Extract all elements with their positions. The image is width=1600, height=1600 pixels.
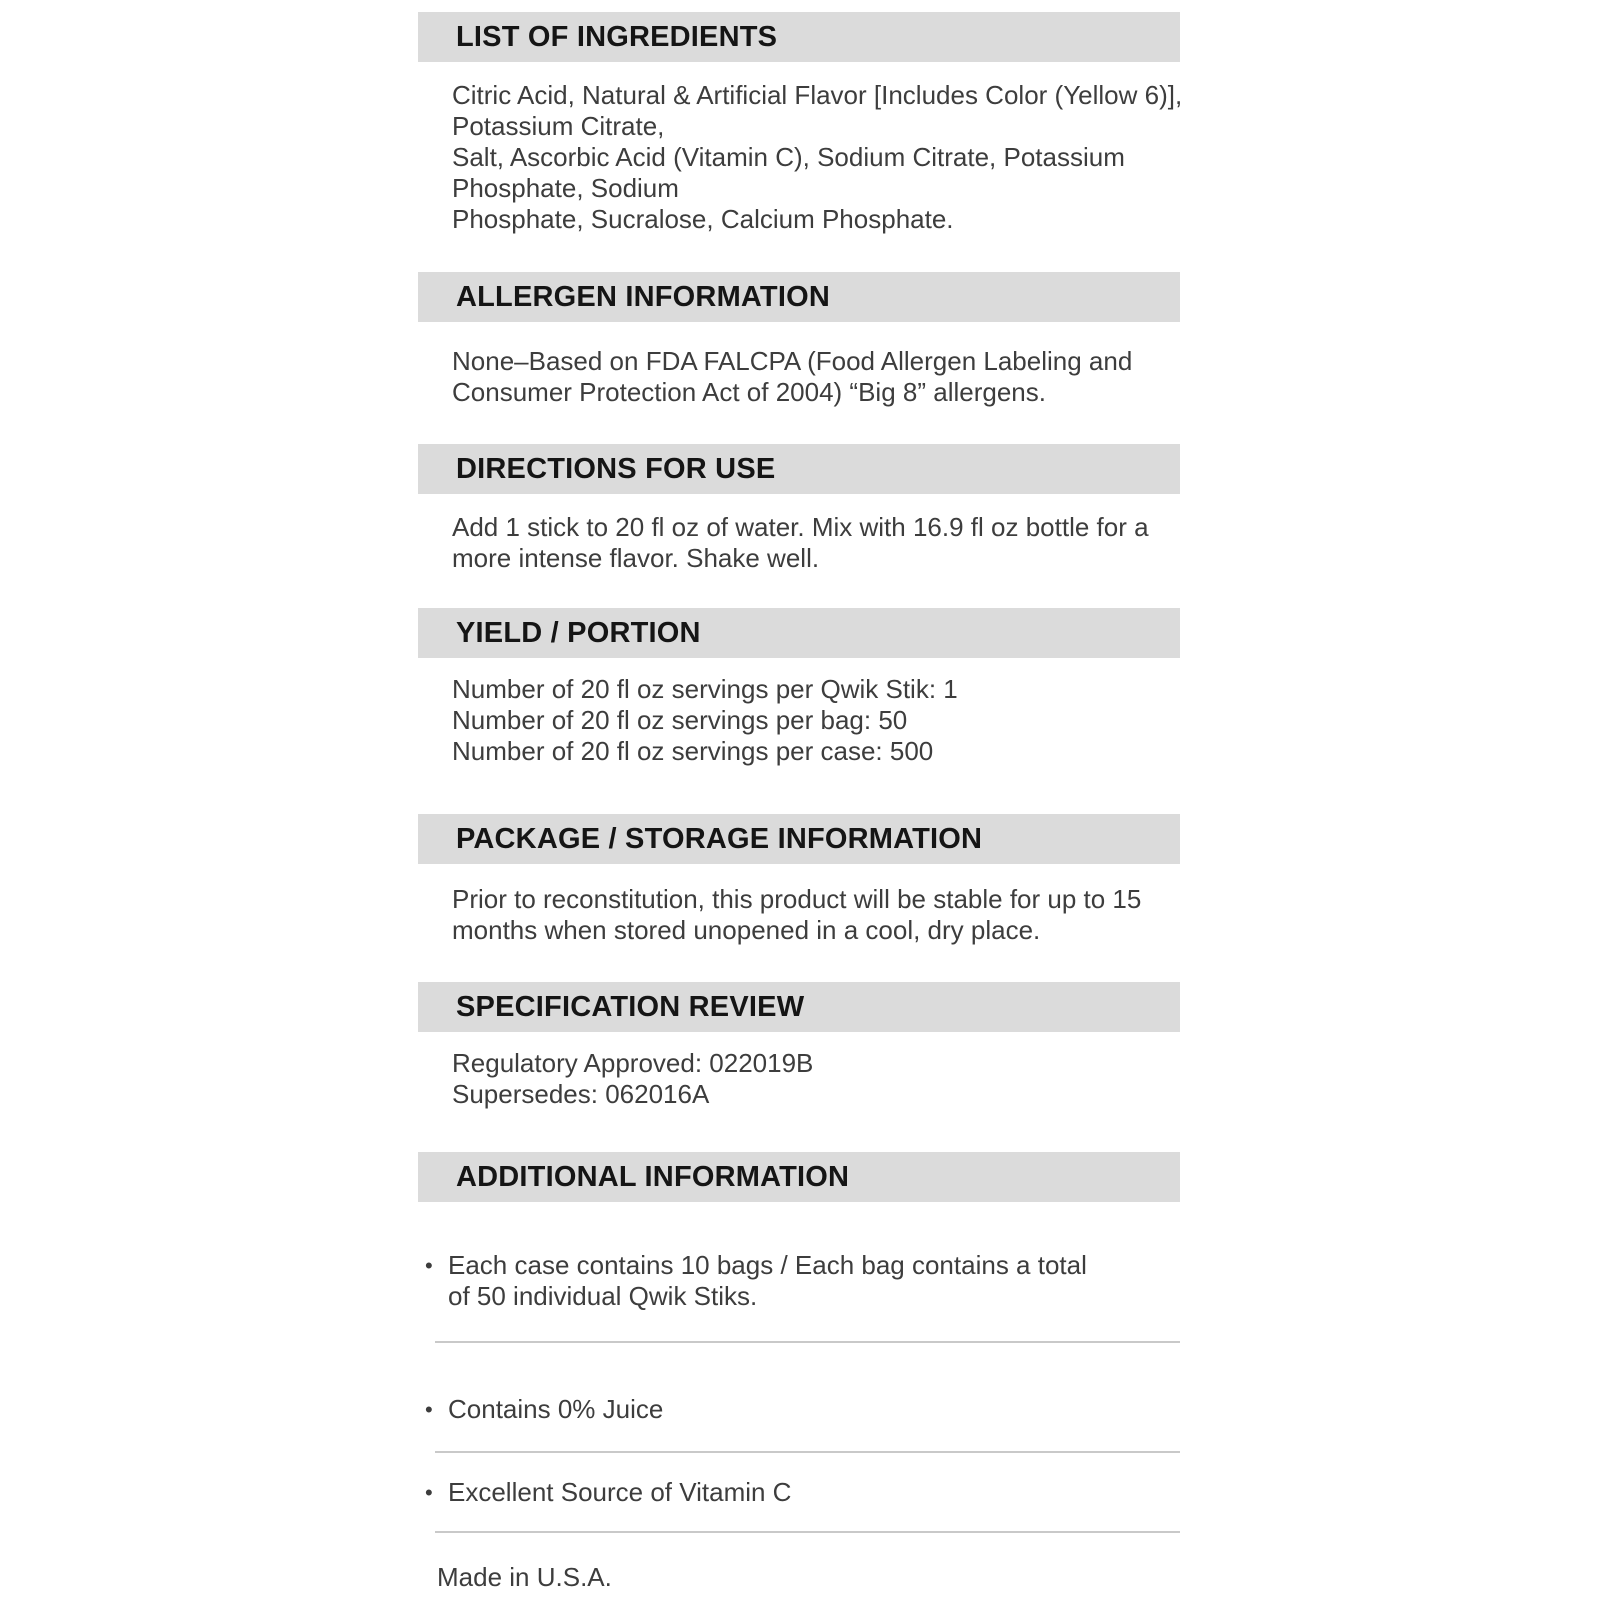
section-title: DIRECTIONS FOR USE bbox=[456, 452, 776, 485]
text-line: of 50 individual Qwik Stiks. bbox=[448, 1281, 758, 1311]
text-line: Contains 0% Juice bbox=[448, 1394, 664, 1424]
section-title: ALLERGEN INFORMATION bbox=[456, 280, 830, 313]
package-storage-text bbox=[452, 884, 1178, 946]
section-header-directions-for-use bbox=[418, 444, 1180, 494]
text-line: Phosphate, Sodium bbox=[452, 173, 679, 203]
divider bbox=[435, 1531, 1180, 1533]
text-line: Salt, Ascorbic Acid (Vitamin C), Sodium Citrate, Potassium bbox=[452, 142, 1125, 172]
text-line: Potassium Citrate, bbox=[452, 111, 665, 141]
section-title: ADDITIONAL INFORMATION bbox=[456, 1160, 850, 1193]
section-title: SPECIFICATION REVIEW bbox=[456, 990, 805, 1023]
section-title: YIELD / PORTION bbox=[456, 616, 701, 649]
section-header-list-of-ingredients bbox=[418, 12, 1180, 62]
section-header-package-storage-information bbox=[418, 814, 1180, 864]
section-header-specification-review bbox=[418, 982, 1180, 1032]
text-line: Excellent Source of Vitamin C bbox=[448, 1477, 792, 1507]
allergen-text bbox=[452, 346, 1178, 408]
specification-review-text bbox=[452, 1048, 1178, 1110]
text-line: Phosphate, Sucralose, Calcium Phosphate. bbox=[452, 204, 954, 234]
made-in-usa-text: Made in U.S.A. bbox=[437, 1562, 612, 1592]
text-line: months when stored unopened in a cool, dry place. bbox=[452, 915, 1041, 945]
text-line: Number of 20 fl oz servings per bag: 50 bbox=[452, 705, 908, 735]
section-header-yield-portion bbox=[418, 608, 1180, 658]
text-line: Number of 20 fl oz servings per case: 500 bbox=[452, 736, 934, 766]
section-title: PACKAGE / STORAGE INFORMATION bbox=[456, 822, 983, 855]
bullet-icon: • bbox=[425, 1397, 433, 1422]
text-line: None–Based on FDA FALCPA (Food Allergen Labeling and bbox=[452, 346, 1133, 376]
directions-text bbox=[452, 512, 1178, 574]
text-line: Number of 20 fl oz servings per Qwik Stik: 1 bbox=[452, 674, 958, 704]
bullet-item-juice-content bbox=[425, 1394, 1173, 1425]
section-header-additional-information bbox=[418, 1152, 1180, 1202]
text-line: Supersedes: 062016A bbox=[452, 1079, 710, 1109]
text-line: more intense flavor. Shake well. bbox=[452, 543, 820, 573]
section-title: LIST OF INGREDIENTS bbox=[456, 20, 778, 53]
yield-text bbox=[452, 674, 1178, 767]
text-line: Each case contains 10 bags / Each bag contains a total bbox=[448, 1250, 1087, 1280]
ingredients-text bbox=[452, 80, 1183, 235]
text-line: Citric Acid, Natural & Artificial Flavor [Includes Color (Yellow 6)], bbox=[452, 80, 1183, 110]
text-line: Add 1 stick to 20 fl oz of water. Mix with 16.9 fl oz bottle for a bbox=[452, 512, 1149, 542]
bullet-icon: • bbox=[425, 1253, 433, 1278]
bullet-item-vitamin-c bbox=[425, 1477, 1173, 1508]
text-line: Prior to reconstitution, this product will be stable for up to 15 bbox=[452, 884, 1142, 914]
divider bbox=[435, 1341, 1180, 1343]
text-line: Regulatory Approved: 022019B bbox=[452, 1048, 814, 1078]
divider bbox=[435, 1451, 1180, 1453]
text-line: Consumer Protection Act of 2004) “Big 8” allergens. bbox=[452, 377, 1046, 407]
section-header-allergen-information bbox=[418, 272, 1180, 322]
bullet-item-case-contents bbox=[425, 1250, 1173, 1312]
bullet-icon: • bbox=[425, 1480, 433, 1505]
product-spec-document bbox=[418, 0, 1183, 1600]
